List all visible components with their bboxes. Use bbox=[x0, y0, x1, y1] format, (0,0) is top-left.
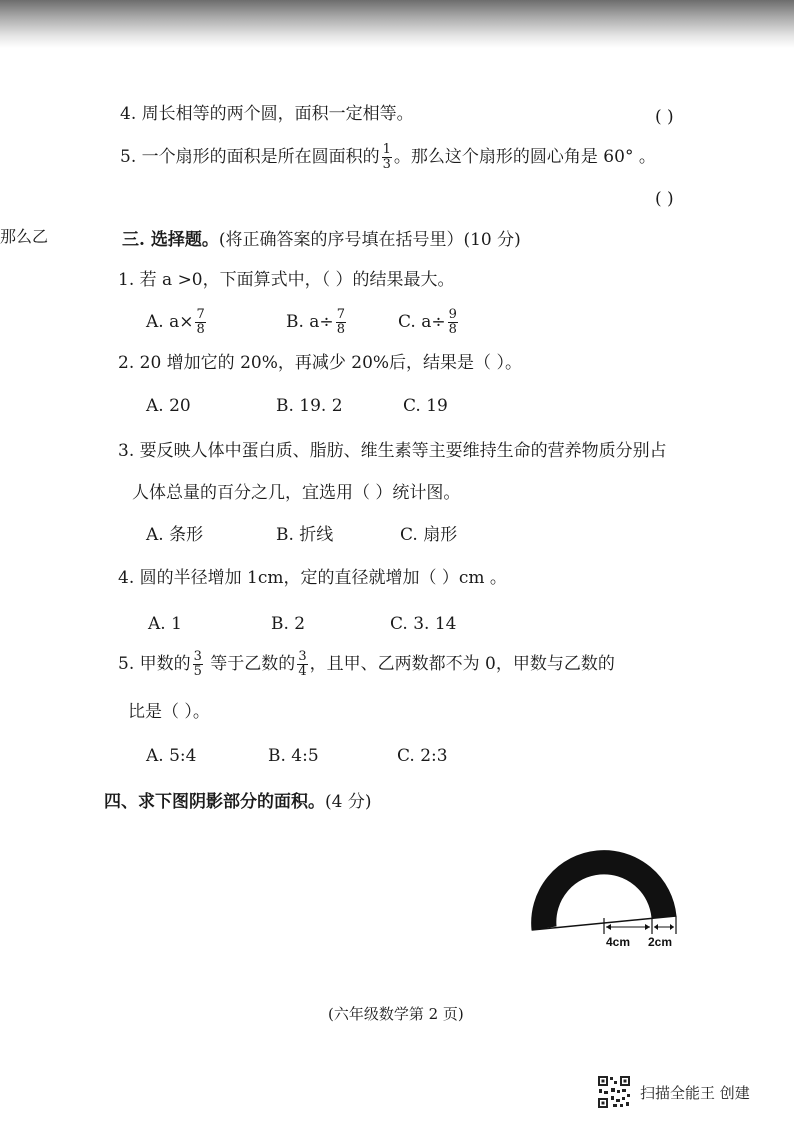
choice-q5-option-a: A. 5:4 bbox=[146, 746, 197, 766]
section4-title: 四、求下图阴影部分的面积。 bbox=[104, 792, 325, 812]
choice-q5-line2: 比是（ ）。 bbox=[128, 702, 210, 722]
fraction-three-quarters: $\frac{3}{4}$ bbox=[298, 649, 307, 679]
section4-note: (4 分) bbox=[325, 792, 372, 812]
choice-q4-option-c: C. 3. 14 bbox=[390, 614, 457, 634]
choice-q2-option-c: C. 19 bbox=[403, 396, 448, 416]
qr-code-icon bbox=[597, 1075, 631, 1109]
choice-q1: 1. 若 a >0，下面算式中，（ ）的结果最大。 bbox=[118, 270, 455, 290]
judge-q5 bbox=[120, 143, 656, 172]
judge-q5-prefix: 5. 一个扇形的面积是所在圆面积的 bbox=[120, 147, 380, 167]
left-edge-text: 那么乙 bbox=[0, 227, 49, 246]
section3-heading bbox=[122, 229, 521, 251]
choice-q1-option-a: A. a× $\frac{7}{8}$ bbox=[146, 307, 205, 337]
choice-q1-option-b: B. a÷ $\frac{7}{8}$ bbox=[286, 307, 345, 337]
choice-q4: 4. 圆的半径增加 1cm，定的直径就增加（ ）cm 。 bbox=[118, 568, 507, 588]
choice-q4-option-a: A. 1 bbox=[148, 614, 182, 634]
section3-note: (将正确答案的序号填在括号里）(10 分) bbox=[218, 230, 521, 250]
judge-q4: 4. 周长相等的两个圆，面积一定相等。 bbox=[120, 104, 414, 124]
choice-q3-line1: 3. 要反映人体中蛋白质、脂肪、维生素等主要维持生命的营养物质分别占 bbox=[118, 441, 667, 461]
judge-q5-answer-paren[interactable]: ( ) bbox=[655, 189, 674, 209]
section3-title: 三. 选择题。 bbox=[122, 230, 219, 250]
page-footer: (六年级数学第 2 页) bbox=[328, 1005, 464, 1023]
label-4cm: 4cm bbox=[606, 935, 631, 949]
choice-q5-option-c: C. 2:3 bbox=[397, 746, 448, 766]
judge-q4-answer-paren[interactable]: ( ) bbox=[655, 107, 674, 127]
choice-q2-option-b: B. 19. 2 bbox=[276, 396, 343, 416]
choice-q3-option-a: A. 条形 bbox=[146, 525, 204, 545]
choice-q4-option-b: B. 2 bbox=[271, 614, 306, 634]
choice-q5-option-b: B. 4:5 bbox=[268, 746, 319, 766]
scanner-watermark-text: 扫描全能王 创建 bbox=[640, 1084, 750, 1102]
label-2cm: 2cm bbox=[648, 935, 673, 949]
section4-heading bbox=[104, 791, 371, 813]
choice-q5-line1: 5. 甲数的 $\frac{3}{5}$ 等于乙数的 $\frac{3}{4}$ ，且甲、乙两数都不为 0，甲数与乙数的 bbox=[118, 649, 615, 679]
judge-q5-suffix: 。那么这个扇形的圆心角是 60° 。 bbox=[393, 147, 656, 167]
choice-q2: 2. 20 增加它的 20%，再减少 20%后，结果是（ ）。 bbox=[118, 353, 522, 373]
semicircle-ring-figure bbox=[526, 838, 686, 950]
fraction-one-third: $\frac{1}{3}$ bbox=[382, 142, 391, 172]
choice-q2-option-a: A. 20 bbox=[146, 396, 191, 416]
fraction-three-fifths: $\frac{3}{5}$ bbox=[193, 649, 202, 679]
choice-q1-option-c: C. a÷ $\frac{9}{8}$ bbox=[398, 307, 457, 337]
choice-q3-option-c: C. 扇形 bbox=[400, 525, 458, 545]
scan-shadow bbox=[0, 0, 794, 48]
choice-q3-line2: 人体总量的百分之几，宜选用（ ）统计图。 bbox=[132, 483, 461, 503]
choice-q3-option-b: B. 折线 bbox=[276, 525, 334, 545]
